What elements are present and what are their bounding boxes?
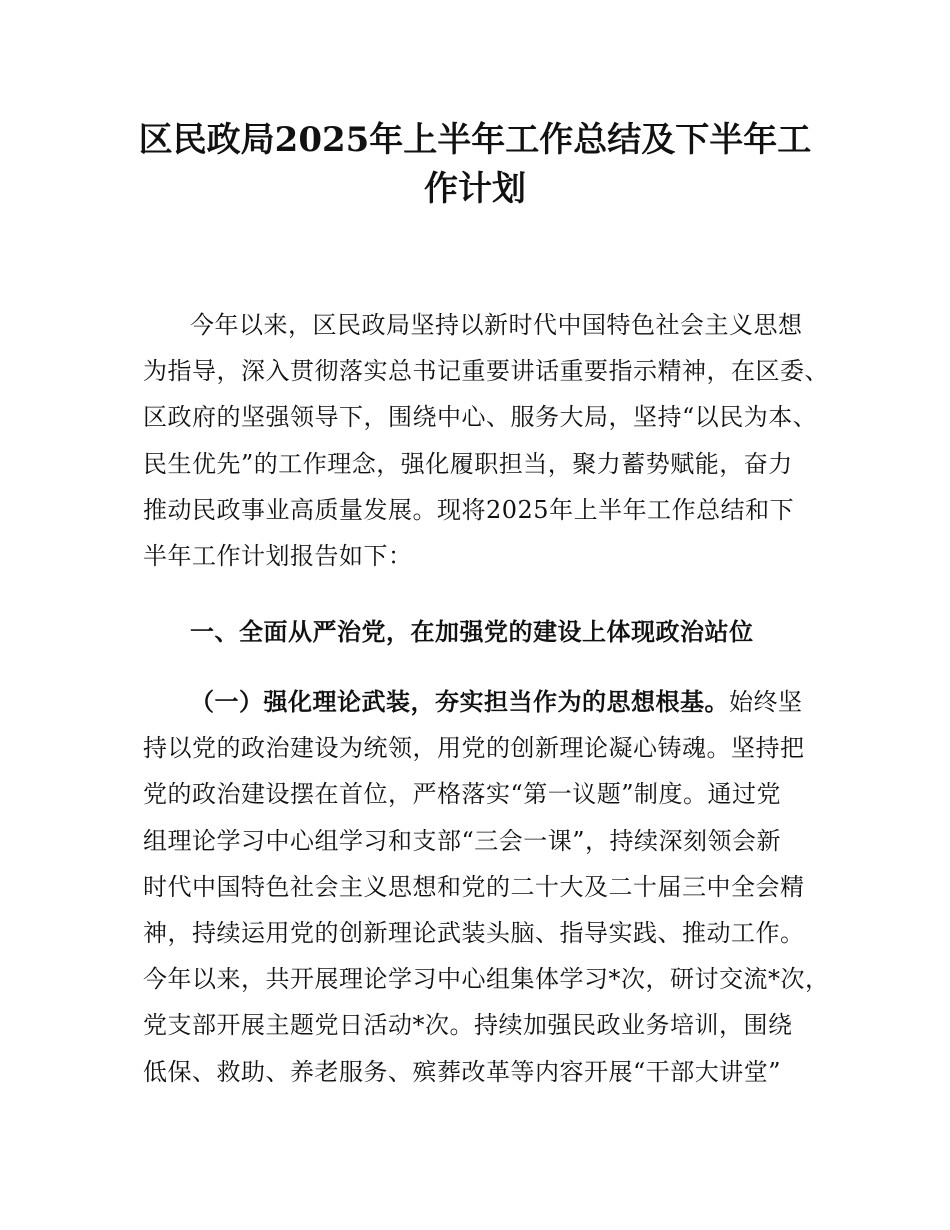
document-title-line-2: 作计划 bbox=[424, 169, 526, 209]
intro-line-1: 今年以来，区民政局坚持以新时代中国特色社会主义思想 bbox=[190, 311, 803, 339]
sub-1-line-9: 低保、救助、养老服务、殡葬改革等内容开展“干部大讲堂” bbox=[143, 1058, 782, 1086]
sub-1-line-7: 今年以来，共开展理论学习中心组集体学习*次，研讨交流*次， bbox=[143, 965, 830, 993]
section-1-heading: 一、全面从严治党，在加强党的建设上体现政治站位 bbox=[190, 617, 754, 646]
sub-1-line-8: 党支部开展主题党日活动*次。持续加强民政业务培训，围绕 bbox=[143, 1011, 793, 1039]
intro-line-3: 区政府的坚强领导下，围绕中心、服务大局，坚持“以民为本、 bbox=[143, 403, 818, 431]
sub-1-line-5: 时代中国特色社会主义思想和党的二十大及二十届三中全会精 bbox=[143, 873, 805, 901]
sub-1-line-6: 神，持续运用党的创新理论武装头脑、指导实践、推动工作。 bbox=[143, 919, 805, 947]
sub-1-line-2: 持以党的政治建设为统领，用党的创新理论凝心铸魂。坚持把 bbox=[143, 734, 805, 762]
sub-1-first-line-rest: 始终坚 bbox=[729, 688, 803, 716]
intro-line-6: 半年工作计划报告如下： bbox=[143, 542, 413, 570]
document-title-line-1: 区民政局2025年上半年工作总结及下半年工 bbox=[138, 120, 812, 160]
sub-1-line-3: 党的政治建设摆在首位，严格落实“第一议题”制度。通过党 bbox=[143, 780, 782, 808]
intro-line-5: 推动民政事业高质量发展。现将2025年上半年工作总结和下 bbox=[143, 496, 795, 524]
sub-1-first-line bbox=[190, 687, 803, 717]
intro-line-2: 为指导，深入贯彻落实总书记重要讲话重要指示精神，在区委、 bbox=[143, 357, 829, 385]
sub-1-heading: （一）强化理论武装，夯实担当作为的思想根基。 bbox=[190, 687, 729, 716]
sub-1-line-4: 组理论学习中心组学习和支部“三会一课”，持续深刻领会新 bbox=[143, 827, 782, 855]
intro-line-4: 民生优先”的工作理念，强化履职担当，聚力蓄势赋能，奋力 bbox=[143, 450, 793, 478]
